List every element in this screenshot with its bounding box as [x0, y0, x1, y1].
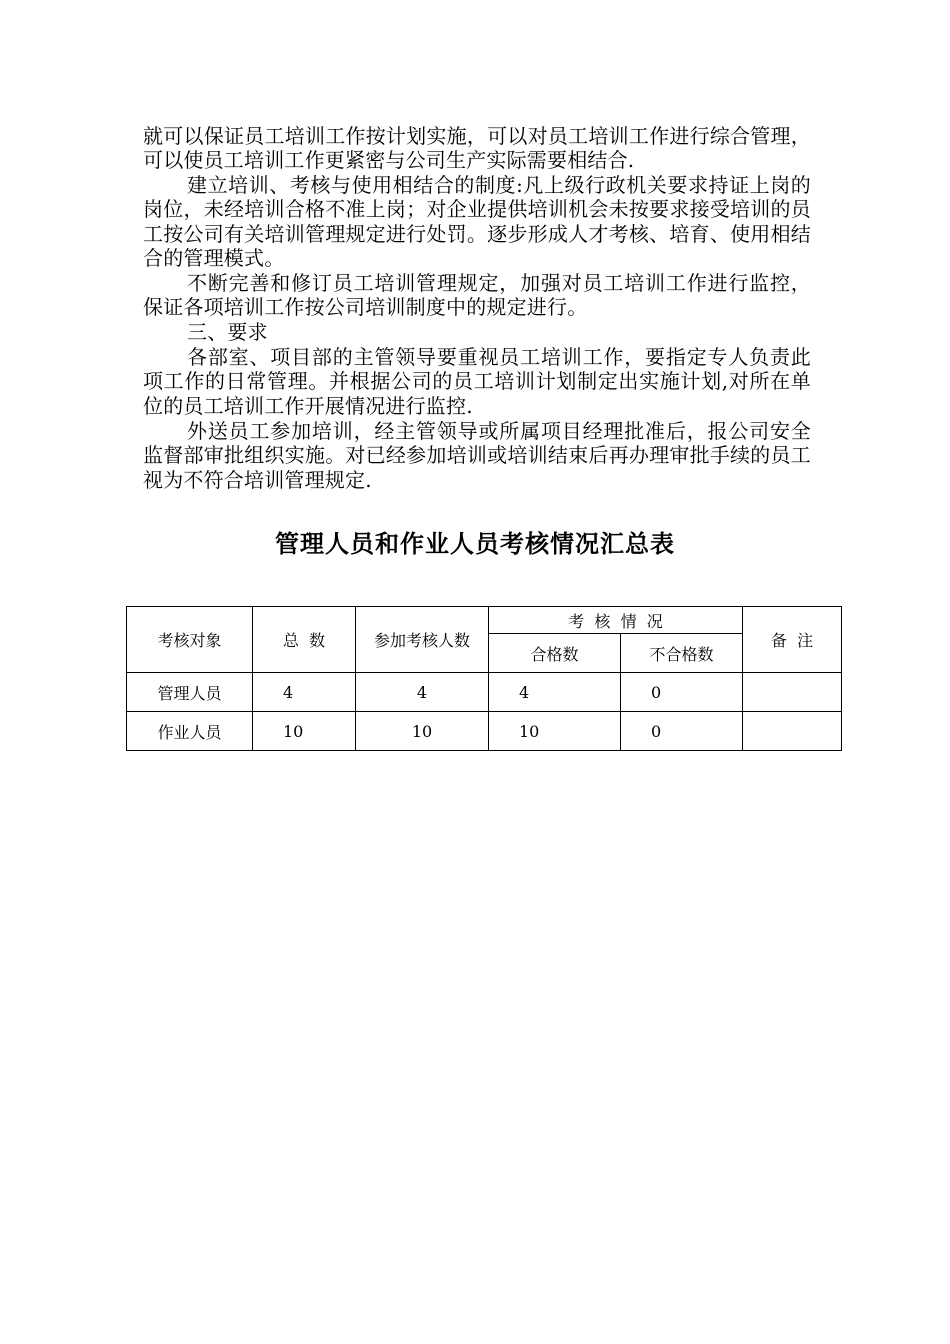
- cell-participants: 10: [356, 712, 489, 751]
- paragraph-external-training: 外送员工参加培训，经主管领导或所属项目经理批准后，报公司安全监督部审批组织实施。对已经参加培训或培训结束后再办理审批手续的员工视为不符合培训管理规定.: [143, 419, 811, 492]
- table-title: 管理人员和作业人员考核情况汇总表: [275, 530, 675, 558]
- cell-subject: 作业人员: [127, 712, 253, 751]
- header-participants: 参加考核人数: [356, 607, 489, 673]
- section-heading-requirements: 三、要求: [187, 320, 268, 344]
- header-failed: 不合格数: [621, 634, 743, 673]
- header-assessment: 考 核 情 况: [489, 607, 743, 634]
- paragraph-department-leaders: 各部室、项目部的主管领导要重视员工培训工作，要指定专人负责此项工作的日常管理。并根据公司的员工培训计划制定出实施计划,对所在单位的员工培训工作开展情况进行监控.: [143, 345, 811, 418]
- cell-failed: 0: [621, 712, 743, 751]
- assessment-summary-table: [126, 606, 842, 751]
- table-row: [127, 712, 842, 751]
- cell-total: 4: [253, 673, 356, 712]
- cell-subject: 管理人员: [127, 673, 253, 712]
- paragraph-training-assessment-system: 建立培训、考核与使用相结合的制度:凡上级行政机关要求持证上岗的岗位，未经培训合格不准上岗；对企业提供培训机会未按要求接受培训的员工按公司有关培训管理规定进行处罚。逐步形成人才考核、培育、使用相结合的管理模式。: [143, 173, 811, 271]
- table-row: [127, 673, 842, 712]
- header-remarks: 备 注: [743, 607, 842, 673]
- header-subject: 考核对象: [127, 607, 253, 673]
- header-total: 总 数: [253, 607, 356, 673]
- paragraph-continuation: 就可以保证员工培训工作按计划实施，可以对员工培训工作进行综合管理，可以使员工培训工作更紧密与公司生产实际需要相结合.: [143, 124, 811, 173]
- cell-participants: 4: [356, 673, 489, 712]
- header-passed: 合格数: [489, 634, 621, 673]
- cell-total: 10: [253, 712, 356, 751]
- cell-failed: 0: [621, 673, 743, 712]
- table-header-row: [127, 607, 842, 634]
- cell-passed: 4: [489, 673, 621, 712]
- cell-remarks: [743, 673, 842, 712]
- paragraph-improve-regulations: 不断完善和修订员工培训管理规定，加强对员工培训工作进行监控，保证各项培训工作按公司培训制度中的规定进行。: [143, 271, 811, 320]
- cell-remarks: [743, 712, 842, 751]
- cell-passed: 10: [489, 712, 621, 751]
